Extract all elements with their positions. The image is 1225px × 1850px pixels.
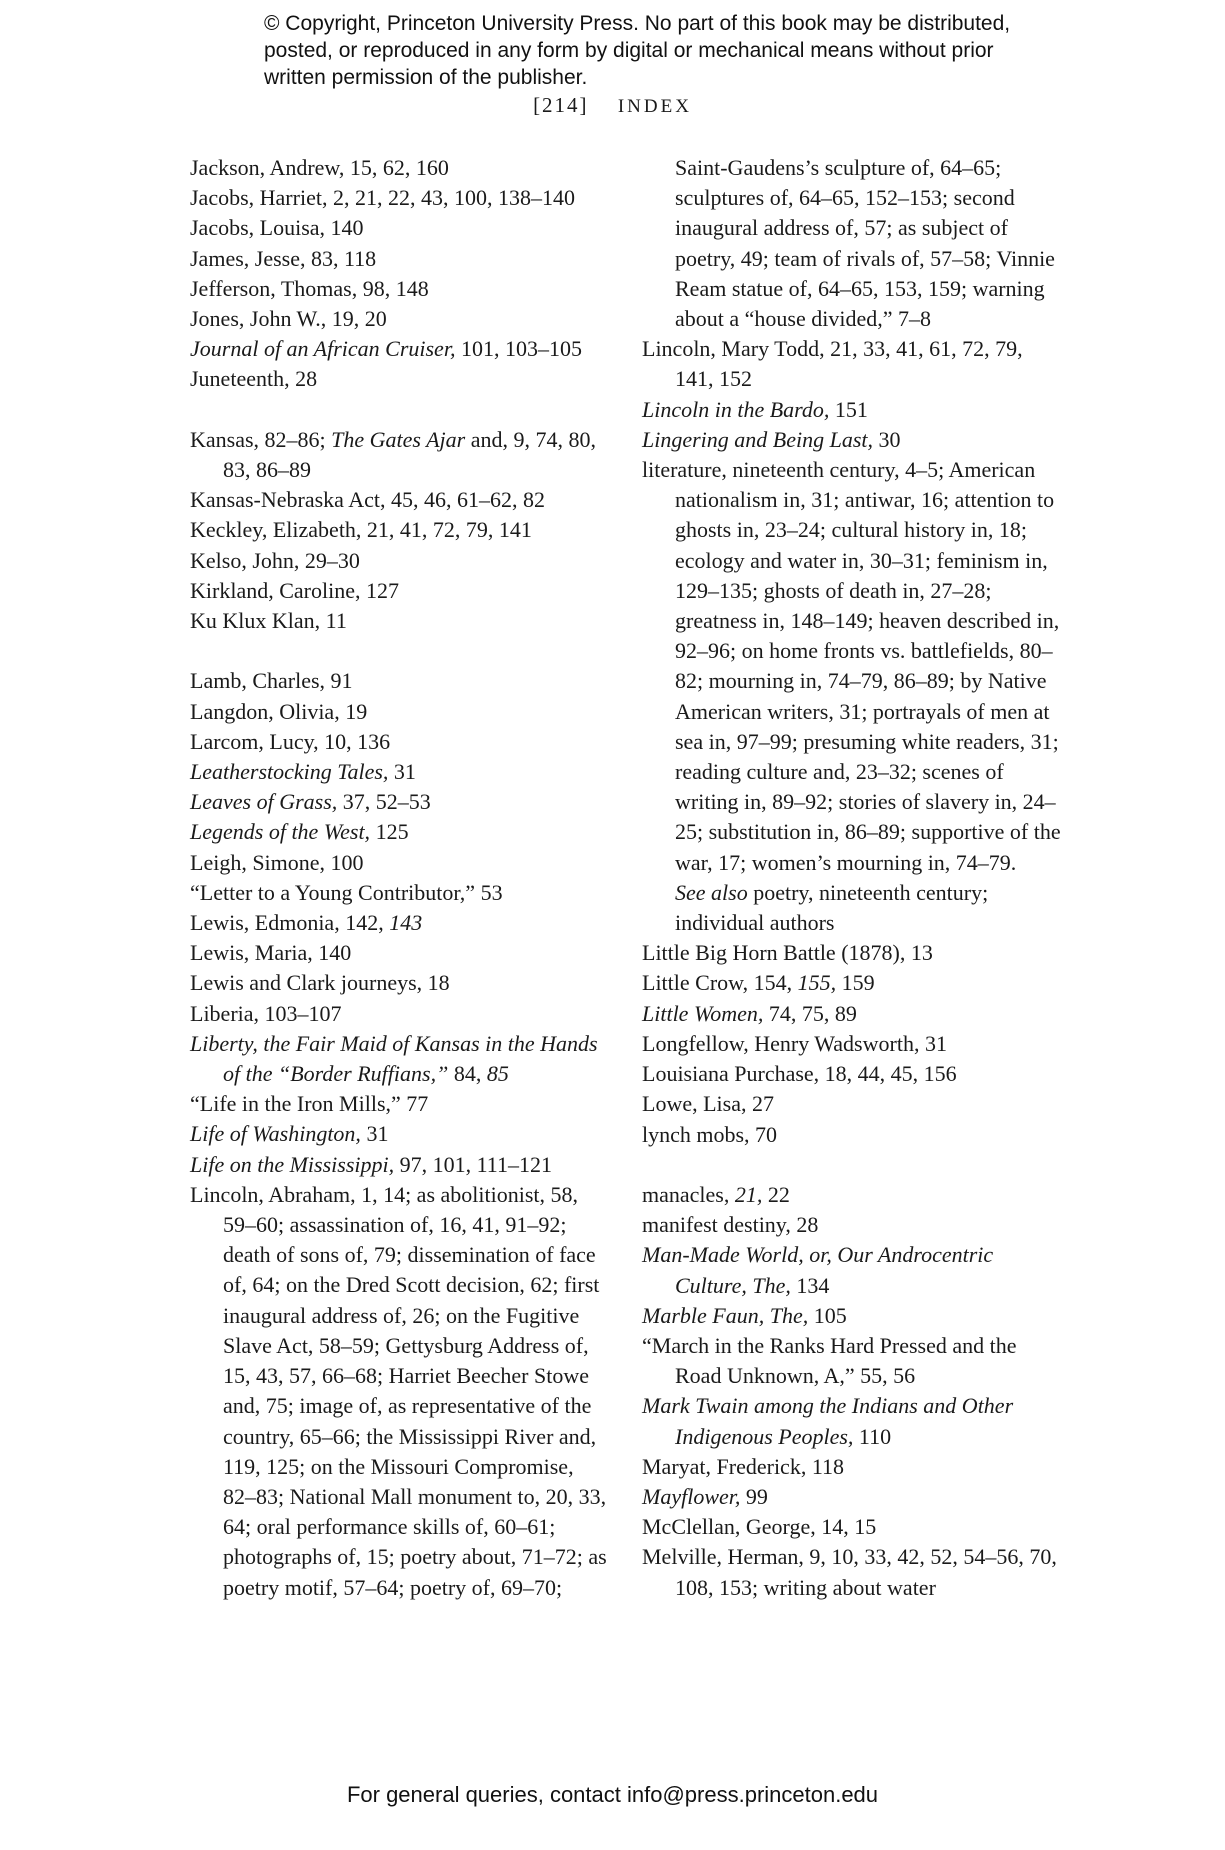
entry-title-italic: Lingering and Being Last, <box>642 426 874 452</box>
index-entry <box>642 1331 1062 1391</box>
entry-text: Melville, Herman, 9, 10, 33, 42, 52, 54–56, 70, 108, 153; writing about water <box>642 1544 1057 1600</box>
index-entry <box>642 1180 1062 1210</box>
entry-text: Louisiana Purchase, 18, 44, 45, 156 <box>642 1061 957 1087</box>
entry-title-italic: Lincoln in the Bardo, <box>642 396 830 422</box>
entry-text: Kansas-Nebraska Act, 45, 46, 61–62, 82 <box>190 487 545 513</box>
entry-text: Langdon, Olivia, 19 <box>190 698 368 724</box>
entry-text: Jefferson, Thomas, 98, 148 <box>190 275 429 301</box>
entry-text: Lincoln, Mary Todd, 21, 33, 41, 61, 72, 79, 141, 152 <box>642 336 1023 392</box>
entry-text: 22 <box>762 1181 790 1207</box>
index-entry <box>190 1150 610 1180</box>
index-column-right <box>642 153 1062 1603</box>
entry-text: Liberia, 103–107 <box>190 1000 342 1026</box>
entry-text: Lewis, Edmonia, 142, <box>190 910 390 936</box>
index-entry <box>190 817 610 847</box>
index-entry <box>190 576 610 606</box>
entry-title-italic: Mayflower, <box>642 1483 741 1509</box>
entry-text: 74, 75, 89 <box>763 1000 857 1026</box>
entry-text: literature, nineteenth century, 4–5; American nationalism in, 31; antiwar, 16; attention to ghosts in, 23–24; cultural history in, 18; ecology and water in, 30–31; feminism in, 129–135; ghosts of death in, 27–28; greatness in, 148–149; heaven described in, 92–96; on home fronts vs. battlefields, 80–82; mourning in, 74–79, 86–89; by Native American writers, 31; portrayals of men at sea in, 97–99; presuming white readers, 31; reading culture and, 23–32; scenes of writing in, 89–92; stories of slavery in, 24–25; substitution in, 86–89; supportive of the war, 17; women’s mourning in, 74–79. <box>642 457 1061 875</box>
entry-text: Jacobs, Harriet, 2, 21, 22, 43, 100, 138–140 <box>190 185 575 211</box>
index-entry <box>642 425 1062 455</box>
index-entry <box>190 878 610 908</box>
index-entry <box>190 938 610 968</box>
footer-contact: For general queries, contact info@press.princeton.edu <box>346 1782 879 1807</box>
entry-text: Lowe, Lisa, 27 <box>642 1091 774 1117</box>
index-entry <box>190 968 610 998</box>
index-entry <box>190 787 610 817</box>
index-entry <box>642 999 1062 1029</box>
index-entry <box>190 727 610 757</box>
index-entry <box>190 546 610 576</box>
index-entry <box>642 1120 1062 1150</box>
entry-text: Maryat, Frederick, 118 <box>642 1453 845 1479</box>
entry-text: 30 <box>873 426 901 452</box>
index-entry <box>190 666 610 696</box>
index-entry <box>190 606 610 636</box>
entry-title-italic: Little Women, <box>642 1000 764 1026</box>
entry-title-italic: Mark Twain among the Indians and Other Indigenous Peoples, <box>642 1393 1014 1449</box>
index-entry <box>190 908 610 938</box>
index-entry <box>642 1089 1062 1119</box>
entry-text: manacles, <box>642 1181 735 1207</box>
entry-text: Jacobs, Louisa, 140 <box>190 215 364 241</box>
index-entry <box>642 1482 1062 1512</box>
entry-text: McClellan, George, 14, 15 <box>642 1514 877 1540</box>
entry-title-italic: Marble Faun, The, <box>642 1302 809 1328</box>
entry-title-italic: See also <box>675 879 748 905</box>
index-entry <box>642 968 1062 998</box>
index-entry <box>642 1452 1062 1482</box>
index-entry <box>642 1391 1062 1451</box>
index-entry <box>190 1089 610 1119</box>
index-entry <box>190 425 610 485</box>
index-entry <box>190 364 610 394</box>
entry-text: Saint-Gaudens’s sculpture of, 64–65; sculptures of, 64–65, 152–153; second inaugural address of, 57; as subject of poetry, 49; team of rivals of, 57–58; Vinnie Ream statue of, 64–65, 153, 159; warning about a “house divided,” 7–8 <box>675 155 1055 332</box>
entry-text: Kelso, John, 29–30 <box>190 547 360 573</box>
index-entry <box>642 1210 1062 1240</box>
entry-text: “Letter to a Young Contributor,” 53 <box>190 879 503 905</box>
entry-title-italic: Life on the Mississippi, <box>190 1151 395 1177</box>
index-entry <box>642 1059 1062 1089</box>
index-entry <box>190 1119 610 1149</box>
entry-text: Lewis, Maria, 140 <box>190 940 352 966</box>
index-entry <box>190 274 610 304</box>
entry-title-italic: 21, <box>734 1181 763 1207</box>
entry-title-italic: Liberty, the Fair Maid of Kansas in the Hands of the “Border Ruffians,” <box>190 1030 598 1087</box>
index-entry <box>190 697 610 727</box>
index-column-left <box>190 153 610 1603</box>
entry-title-italic: 155, <box>797 970 837 996</box>
entry-text: 134 <box>790 1272 830 1298</box>
running-head <box>0 93 1225 118</box>
letter-group-gap <box>190 636 610 666</box>
entry-text: and, 9, 74, 80, 83, 86–89 <box>223 426 596 483</box>
entry-title-italic: Man-Made World, or, Our Androcentric Culture, The, <box>642 1242 994 1298</box>
entry-text: 37, 52–53 <box>337 789 431 815</box>
index-entry <box>190 304 610 334</box>
index-entry <box>642 1512 1062 1542</box>
entry-title-italic: Leaves of Grass, <box>190 789 338 815</box>
entry-text: Lewis and Clark journeys, 18 <box>190 970 450 996</box>
entry-text: 31 <box>388 759 416 785</box>
entry-title-italic: Journal of an African Cruiser, <box>190 336 456 362</box>
letter-group-gap <box>190 395 610 425</box>
entry-text: Lincoln, Abraham, 1, 14; as abolitionist, 58, 59–60; assassination of, 16, 41, 91–92; death of sons of, 79; dissemination of face of, 64; on the Dred Scott decision, 62; first inaugural address of, 26; on the Fugitive Slave Act, 58–59; Gettysburg Address of, 15, 43, 57, 66–68; Harriet Beecher Stowe and, 75; image of, as representative of the country, 65–66; the Mississippi River and, 119, 125; on the Missouri Compromise, 82–83; National Mall monument to, 20, 33, 64; oral performance skills of, 60–61; photographs of, 15; poetry about, 71–72; as poetry motif, 57–64; poetry of, 69–70; <box>190 1181 607 1600</box>
index-entry <box>642 455 1062 878</box>
index-entry <box>190 999 610 1029</box>
index-entry <box>642 1029 1062 1059</box>
index-entry-continuation <box>642 153 1062 334</box>
copyright-notice: © Copyright, Princeton University Press. No part of this book may be distributed, posted, or reproduced in any form by digital or mechanical means without prior written permission of the publisher. <box>264 12 1011 89</box>
entry-text: 125 <box>370 819 409 845</box>
entry-text: lynch mobs, 70 <box>642 1121 778 1147</box>
index-entry <box>642 1301 1062 1331</box>
page-number: [214] <box>533 93 589 117</box>
entry-text: Larcom, Lucy, 10, 136 <box>190 728 391 754</box>
index-entry <box>642 1542 1062 1602</box>
entry-text: Keckley, Elizabeth, 21, 41, 72, 79, 141 <box>190 517 532 543</box>
entry-text: Kirkland, Caroline, 127 <box>190 577 399 603</box>
index-entry-continuation <box>642 878 1062 938</box>
section-title: INDEX <box>617 96 692 117</box>
index-entry <box>190 757 610 787</box>
index-entry <box>190 1180 610 1603</box>
entry-text: 97, 101, 111–121 <box>394 1151 552 1177</box>
entry-text: 159 <box>836 970 875 996</box>
entry-text: 151 <box>829 396 868 422</box>
index-entry <box>190 183 610 213</box>
entry-text: James, Jesse, 83, 118 <box>190 245 377 271</box>
index-entry <box>190 1029 610 1089</box>
entry-text: 105 <box>808 1302 847 1328</box>
entry-text: 101, 103–105 <box>455 336 582 362</box>
entry-text: Juneteenth, 28 <box>190 366 318 392</box>
entry-text: “March in the Ranks Hard Pressed and the Road Unknown, A,” 55, 56 <box>642 1332 1017 1389</box>
entry-title-italic: 85 <box>486 1061 509 1087</box>
entry-title-italic: Life of Washington, <box>190 1121 361 1147</box>
entry-text: Little Big Horn Battle (1878), 13 <box>642 940 933 966</box>
index-entry <box>190 485 610 515</box>
entry-text: Lamb, Charles, 91 <box>190 668 353 694</box>
entry-text: 99 <box>740 1483 768 1509</box>
index-entry <box>190 213 610 243</box>
entry-text: “Life in the Iron Mills,” 77 <box>190 1091 429 1117</box>
index-entry <box>190 334 610 364</box>
entry-text: manifest destiny, 28 <box>642 1212 819 1238</box>
entry-text: Ku Klux Klan, 11 <box>190 608 347 634</box>
entry-text: Jackson, Andrew, 15, 62, 160 <box>190 155 449 180</box>
letter-group-gap <box>642 1150 1062 1180</box>
index-entry <box>190 244 610 274</box>
entry-title-italic: 143 <box>389 910 423 936</box>
entry-title-italic: Legends of the West, <box>190 819 371 845</box>
entry-text: poetry, nineteenth century; individual authors <box>675 879 989 936</box>
entry-text: Longfellow, Henry Wadsworth, 31 <box>642 1030 947 1056</box>
index-entry <box>190 515 610 545</box>
entry-text: Little Crow, 154, <box>642 970 798 996</box>
entry-title-italic: The Gates Ajar <box>331 426 466 452</box>
index-entry <box>642 1240 1062 1300</box>
entry-text: 110 <box>853 1423 892 1449</box>
index-entry <box>642 334 1062 394</box>
index-entry <box>190 153 610 183</box>
index-entry <box>190 848 610 878</box>
entry-title-italic: Leatherstocking Tales, <box>190 759 389 785</box>
index-entry <box>642 395 1062 425</box>
entry-text: Jones, John W., 19, 20 <box>190 306 387 332</box>
entry-text: 31 <box>360 1121 389 1147</box>
entry-text: Leigh, Simone, 100 <box>190 849 364 875</box>
entry-text: 84, <box>448 1061 487 1087</box>
entry-text: Kansas, 82–86; <box>190 426 332 452</box>
index-entry <box>642 938 1062 968</box>
